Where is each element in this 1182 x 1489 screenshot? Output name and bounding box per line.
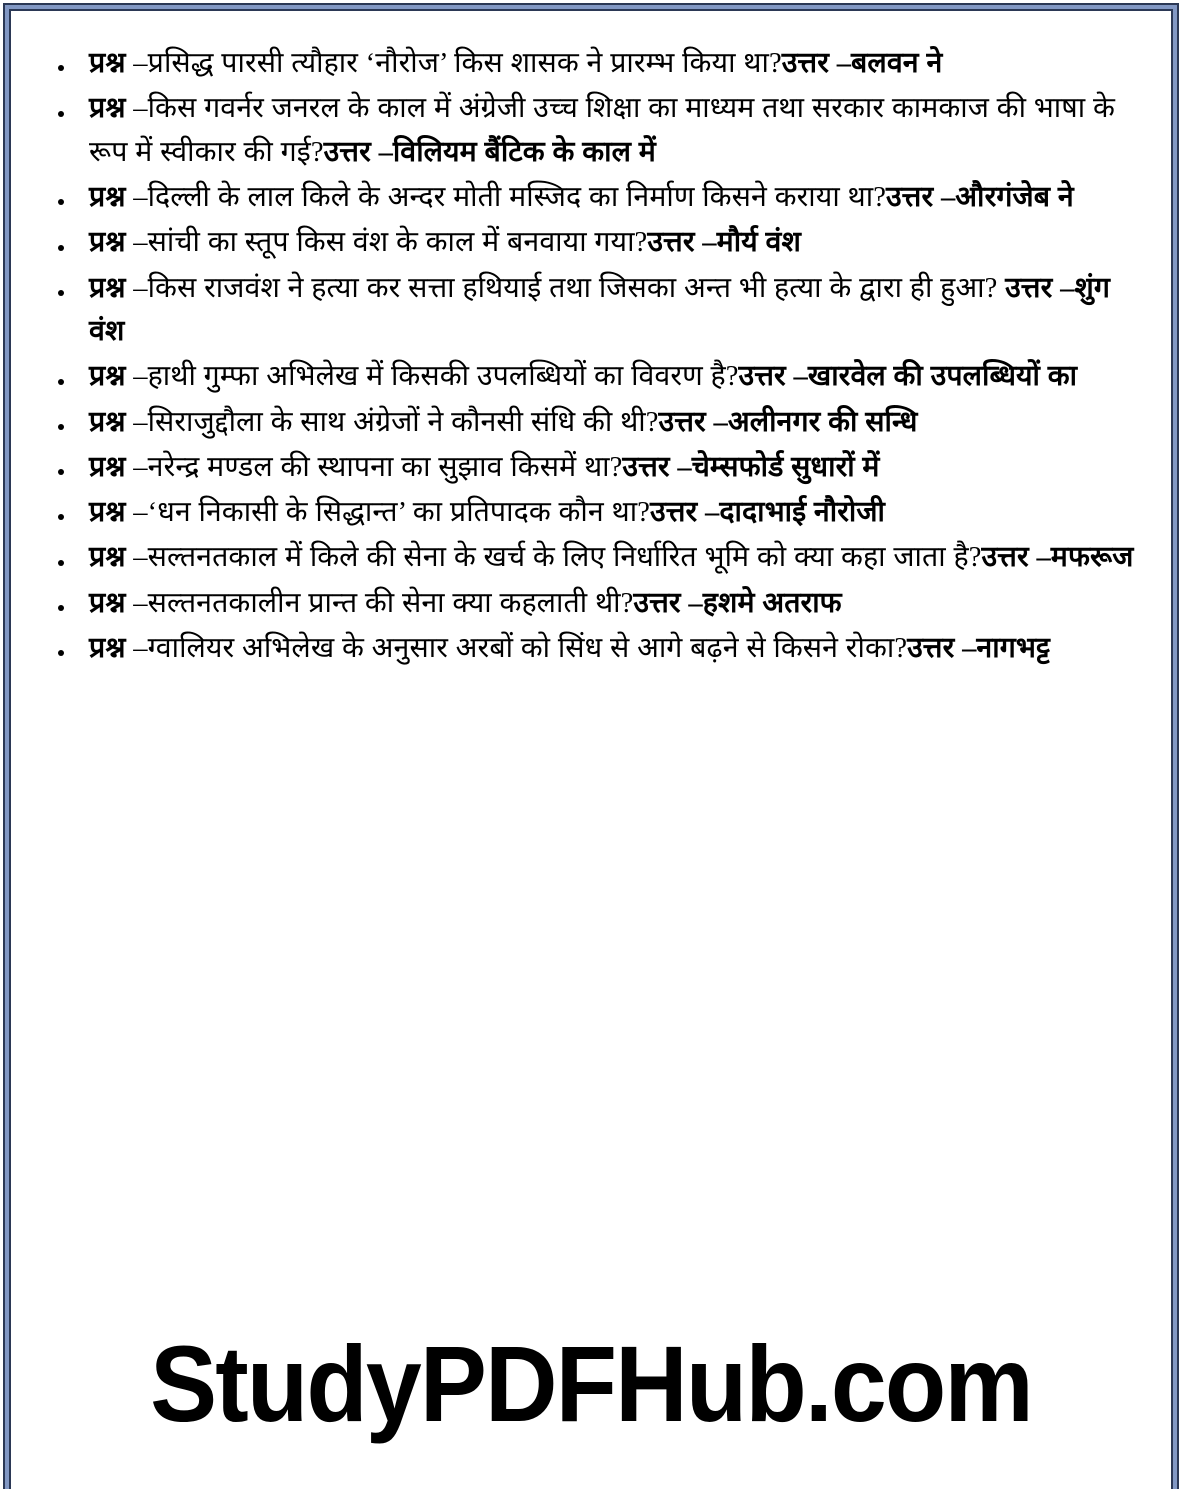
question-label: प्रश्न (89, 451, 134, 483)
answer-text: उत्तर –मफरूज (981, 542, 1134, 574)
answer-text: उत्तर –दादाभाई नौरोजी (650, 497, 885, 529)
question-label: प्रश्न (89, 181, 134, 213)
list-item (34, 221, 1148, 264)
question-label: प्रश्न (89, 361, 134, 393)
question-text: –सल्तनतकालीन प्रान्त की सेना क्या कहलाती थी? (133, 587, 634, 619)
question-label: प्रश्न (89, 497, 134, 529)
document-content (0, 0, 1182, 672)
answer-text: उत्तर –विलियम बैंटिक के काल में (323, 136, 656, 168)
question-label: प्रश्न (89, 542, 134, 574)
question-text: –सिराजुद्दौला के साथ अंग्रेजों ने कौनसी संधि की थी? (133, 406, 659, 438)
bullet-icon (58, 245, 64, 251)
bullet-icon (58, 65, 64, 71)
question-text: –किस गवर्नर जनरल के काल में अंग्रेजी उच्च शिक्षा का माध्यम तथा सरकार कामकाज की भाषा के रूप में स्वीकार की गई? (89, 93, 1115, 168)
list-item (34, 87, 1148, 174)
bullet-icon (58, 199, 64, 205)
bullet-icon (58, 424, 64, 430)
answer-text: उत्तर –मौर्य वंश (647, 227, 801, 259)
answer-text: उत्तर –नागभट्ट (907, 633, 1051, 665)
bullet-icon (58, 560, 64, 566)
answer-text: उत्तर –चेम्सफोर्ड सुधारों में (622, 451, 880, 483)
question-text: –प्रसिद्ध पारसी त्यौहार ‘नौरोज’ किस शासक ने प्रारम्भ किया था? (133, 48, 782, 79)
question-answer-list (34, 42, 1148, 670)
answer-text: उत्तर –शुंग वंश (89, 272, 1111, 347)
question-label: प्रश्न (89, 48, 134, 79)
bullet-icon (58, 290, 64, 296)
site-watermark: StudyPDFHub.com (150, 1323, 1032, 1444)
bullet-icon (58, 514, 64, 520)
question-text: –नरेन्द्र मण्डल की स्थापना का सुझाव किसमें था? (133, 451, 623, 483)
list-item (34, 401, 1148, 444)
list-item (34, 355, 1148, 398)
question-label: प्रश्न (89, 227, 134, 259)
list-item (34, 446, 1148, 489)
list-item (34, 536, 1148, 579)
answer-text: उत्तर –खारवेल की उपलब्धियों का (738, 361, 1078, 393)
question-label: प्रश्न (89, 587, 134, 619)
question-text: –दिल्ली के लाल किले के अन्दर मोती मस्जिद का निर्माण किसने कराया था? (133, 181, 886, 213)
question-label: प्रश्न (89, 272, 134, 304)
answer-text: उत्तर –बलवन ने (781, 48, 943, 79)
list-item (34, 42, 1148, 85)
bullet-icon (58, 379, 64, 385)
question-text: –सांची का स्तूप किस वंश के काल में बनवाया गया? (133, 227, 648, 259)
bullet-icon (58, 469, 64, 475)
list-item (34, 267, 1148, 354)
question-text: –हाथी गुम्फा अभिलेख में किसकी उपलब्धियों का विवरण है? (133, 361, 739, 393)
list-item (34, 582, 1148, 625)
answer-text: उत्तर –अलीनगर की सन्धि (658, 406, 918, 438)
list-item (34, 176, 1148, 219)
question-text: –सल्तनतकाल में किले की सेना के खर्च के लिए निर्धारित भूमि को क्या कहा जाता है? (133, 542, 982, 574)
question-label: प्रश्न (89, 93, 134, 125)
question-text: –किस राजवंश ने हत्या कर सत्ता हथियाई तथा जिसका अन्त भी हत्या के द्वारा ही हुआ? (133, 272, 1006, 304)
question-text: –ग्वालियर अभिलेख के अनुसार अरबों को सिंध से आगे बढ़ने से किसने रोका? (133, 633, 908, 665)
list-item (34, 627, 1148, 670)
question-label: प्रश्न (89, 406, 134, 438)
answer-text: उत्तर –औरगंजेब ने (885, 181, 1074, 213)
bullet-icon (58, 650, 64, 656)
answer-text: उत्तर –हशमे अतराफ (633, 587, 842, 619)
list-item (34, 491, 1148, 534)
question-label: प्रश्न (89, 633, 134, 665)
bullet-icon (58, 111, 64, 117)
bullet-icon (58, 605, 64, 611)
question-text: –‘धन निकासी के सिद्धान्त’ का प्रतिपादक कौन था? (133, 497, 650, 529)
